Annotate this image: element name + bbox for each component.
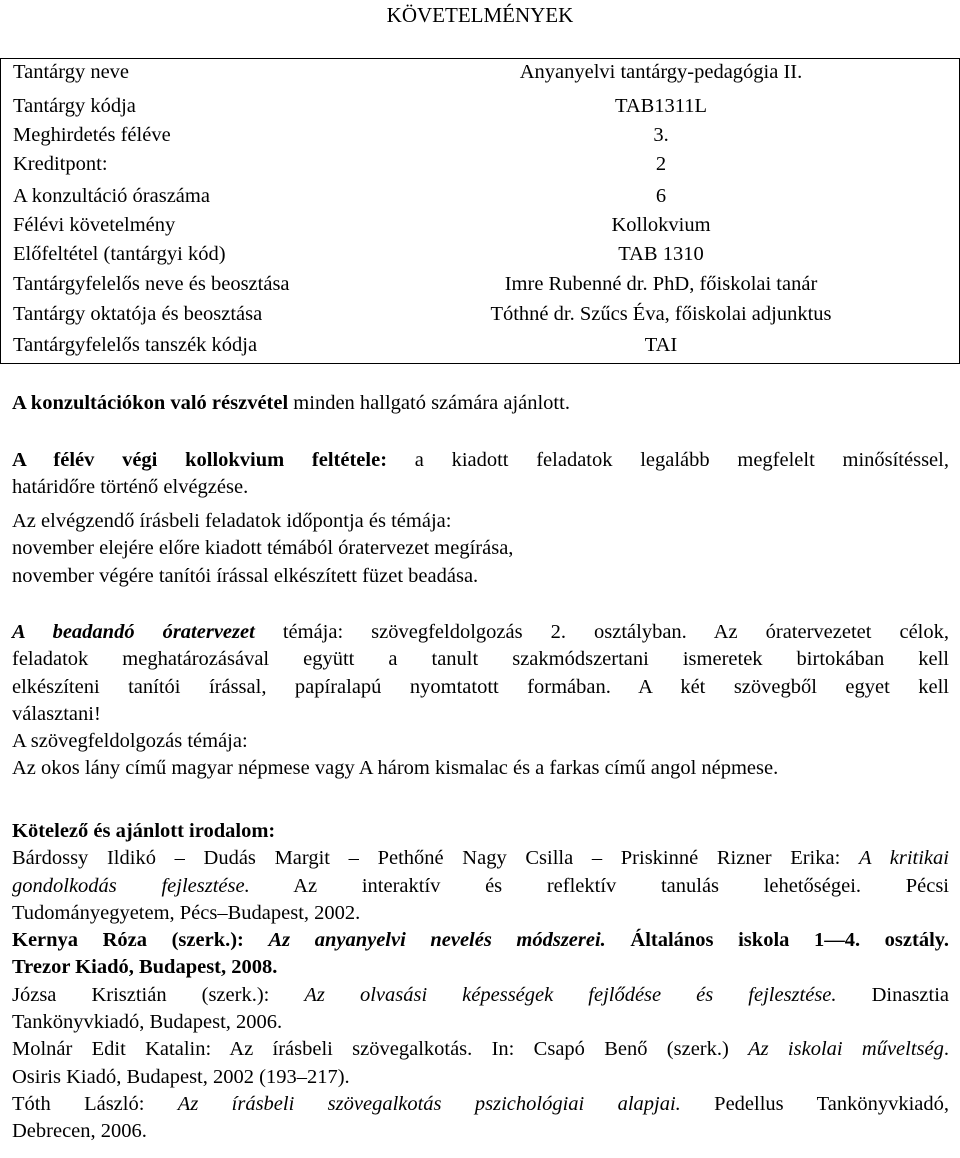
row-value: Tóthné dr. Szűcs Éva, főiskolai adjunktus [490,303,832,325]
row-label: Tantárgyfelelős neve és beosztása [13,273,290,295]
table-row [1,151,958,178]
topic-heading: A szövegfeldolgozás témája: [12,730,248,753]
entry-text: Bárdossy Ildikó – Dudás Margit – Pethőné Nagy Csilla – Priskinné Rizner Erika: [12,847,859,870]
entry-text: Általános iskola 1—4. osztály. [605,929,950,952]
row-value: TAI [644,334,678,356]
consultation-bold: A konzultációkon való részvétel [12,392,289,414]
row-value: 6 [655,185,667,207]
consultation-note [12,390,949,417]
entry-text: Tóth László: [12,1092,178,1115]
entry-title: Az iskolai műveltség [748,1038,944,1061]
entry-text: . [943,1038,949,1061]
lessonplan-text-2: feladatok meghatározásával együtt a tanult szakmódszertani ismeretek birtokában kell [12,648,949,671]
literature-entry-cont [12,954,949,981]
row-value: 2 [655,153,667,175]
row-label: Tantárgy oktatója és beosztása [13,303,263,325]
entry-text: Az interaktív és reflektív tanulás lehetőségei. Pécsi [249,874,949,897]
table-row [1,59,958,86]
course-info-table [0,58,960,364]
lessonplan-text: témája: szövegfeldolgozás 2. osztályban. Az óratervezetet célok, [254,621,949,643]
table-row [1,122,958,149]
table-row [1,241,958,268]
topic-text: Az okos lány című magyar népmese vagy A három kismalac és a farkas című angol népmese. [12,757,779,780]
row-label: Meghirdetés féléve [13,124,171,146]
task-item: november elejére előre kiadott témából óratervezet megírása, [12,537,514,560]
row-label: Tantárgy kódja [13,95,136,117]
literature-entry [12,927,949,954]
literature-entry [12,845,949,872]
row-value: Kollokvium [611,214,711,236]
entry-title: Az anyanyelvi nevelés módszerei. [268,929,606,952]
entry-text: Pedellus Tankönyvkiadó, [680,1092,949,1115]
row-label: Előfeltétel (tantárgyi kód) [13,243,226,265]
lessonplan-bold-italic: A beadandó óratervezet [12,621,255,643]
table-row [1,183,958,210]
table-row [1,332,958,359]
literature-entry-cont: Tudományegyetem, Pécs–Budapest, 2002. [12,901,361,924]
row-value: Imre Rubenné dr. PhD, főiskolai tanár [504,273,818,295]
entry-title: gondolkodás fejlesztése. [12,874,250,897]
row-value: Anyanyelvi tantárgy-pedagógia II. [519,61,803,83]
row-value: TAB 1310 [618,243,704,265]
lessonplan-text-4: választani! [12,702,101,725]
consultation-text: minden hallgató számára ajánlott. [288,392,570,414]
tasks-section [12,508,949,590]
entry-text: Trezor Kiadó, Budapest, 2008. [12,956,278,979]
literature-heading: Kötelező és ajánlott irodalom: [12,820,276,842]
exam-condition [12,447,949,502]
row-label: Félévi követelmény [13,214,176,236]
entry-title: A kritikai [858,847,949,870]
row-value: 3. [653,124,669,146]
table-row [1,271,958,298]
literature-entry-cont: Osiris Kiadó, Budapest, 2002 (193–217). [12,1065,350,1088]
entry-text: Józsa Krisztián (szerk.): [12,983,305,1006]
entry-text: Kernya Róza (szerk.): [12,929,269,952]
table-row [1,93,958,120]
task-item: november végére tanítói írással elkészített füzet beadása. [12,564,479,587]
tasks-heading: Az elvégzendő írásbeli feladatok időpontja és témája: [12,510,452,532]
literature-entry [12,1091,949,1118]
row-value: TAB1311L [614,95,708,117]
literature-section [12,818,949,1146]
entry-text: Molnár Edit Katalin: Az írásbeli szövegalkotás. In: Csapó Benő (szerk.) [12,1038,749,1061]
table-row [1,301,958,328]
literature-entry-cont: Tankönyvkiadó, Budapest, 2006. [12,1011,283,1034]
exam-condition-bold: A félév végi kollokvium feltétele: [12,449,388,471]
literature-entry [12,982,949,1009]
entry-text: Dinasztia [836,983,950,1006]
table-row [1,212,958,239]
row-label: Tantárgy neve [13,61,130,83]
entry-title: Az írásbeli szövegalkotás pszichológiai alapjai. [177,1092,681,1115]
page-title: KÖVETELMÉNYEK [386,3,574,27]
lessonplan-section [12,619,949,783]
row-label: Tantárgyfelelős tanszék kódja [13,334,258,356]
row-label: A konzultáció óraszáma [13,185,210,207]
exam-condition-text: a kiadott feladatok legalább megfelelt minősítéssel, [387,449,949,471]
literature-entry [12,1036,949,1063]
row-label: Kreditpont: [13,153,108,175]
exam-condition-text-2: határidőre történő elvégzése. [12,476,249,499]
lessonplan-text-3: elkészíteni tanítói írással, papíralapú nyomtatott formában. A két szövegből egyet kell [12,675,949,698]
literature-entry-cont: Debrecen, 2006. [12,1120,147,1143]
literature-entry-cont [12,873,949,900]
entry-title: Az olvasási képességek fejlődése és fejlesztése. [304,983,837,1006]
